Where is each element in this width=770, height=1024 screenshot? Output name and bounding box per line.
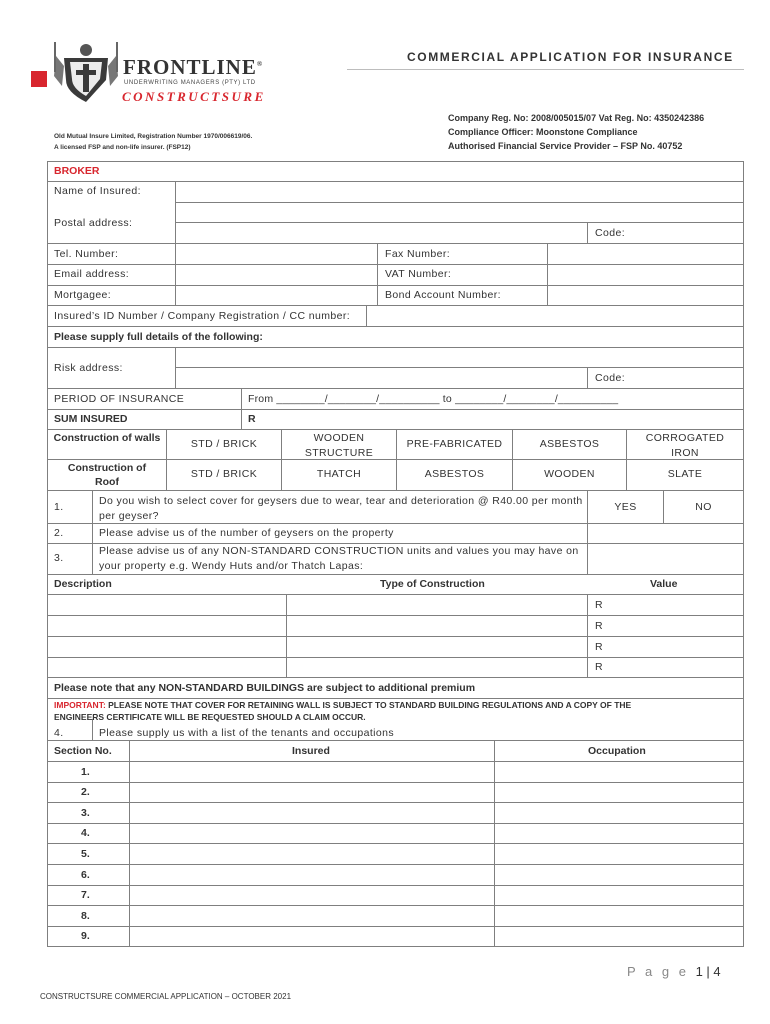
risk-code-label: Code:	[595, 372, 626, 384]
tenant-row-1: 1.	[81, 766, 90, 778]
id-number-label: Insured’s ID Number / Company Registration / CC number:	[54, 310, 351, 322]
vat-number-field[interactable]	[548, 265, 743, 285]
postal-code-field[interactable]	[630, 223, 743, 243]
email-field[interactable]	[176, 265, 377, 285]
period-of-insurance-label: PERIOD OF INSURANCE	[54, 393, 185, 405]
full-details-heading: Please supply full details of the following:	[54, 331, 263, 343]
nonstandard-description-header: Description	[54, 578, 112, 590]
bond-account-field[interactable]	[548, 286, 743, 305]
tel-number-label: Tel. Number:	[54, 248, 119, 260]
name-of-insured-field[interactable]	[176, 182, 743, 202]
risk-address-label: Risk address:	[54, 362, 123, 374]
walls-corrogated-iron[interactable]: CORROGATED IRON	[645, 432, 725, 459]
roof-std-brick[interactable]: STD / BRICK	[190, 468, 258, 480]
tenant-row-4: 4.	[81, 827, 90, 839]
question-3-number: 3.	[54, 552, 64, 564]
tenant-row-5: 5.	[81, 848, 90, 860]
important-notice: IMPORTANT: PLEASE NOTE THAT COVER FOR RETAINING WALL IS SUBJECT TO STANDARD BUILDING REGULATIONS AND A COPY OF THE	[54, 700, 632, 710]
roof-thatch[interactable]: THATCH	[316, 468, 362, 480]
fax-number-field[interactable]	[548, 244, 743, 264]
fsp-line: Authorised Financial Service Provider – FSP No. 40752	[448, 141, 683, 151]
tenant-row-8: 8.	[81, 910, 90, 922]
title-rule	[347, 69, 744, 70]
geyser-no-option[interactable]: NO	[695, 501, 712, 513]
mortgagee-field[interactable]	[176, 286, 377, 305]
broker-heading: BROKER	[54, 165, 100, 177]
name-of-insured-label: Name of Insured:	[54, 185, 141, 197]
nonstandard-value-header: Value	[650, 578, 678, 590]
sum-insured-label: SUM INSURED	[54, 413, 128, 425]
risk-code-field[interactable]	[630, 368, 743, 388]
compliance-officer-line: Compliance Officer: Moonstone Compliance	[448, 127, 638, 137]
walls-pre-fabricated[interactable]: PRE-FABRICATED	[406, 438, 503, 450]
nonstandard-value-r-4[interactable]: R	[595, 661, 603, 673]
tenants-insured-header: Insured	[292, 745, 330, 757]
tenants-section-header: Section No.	[54, 745, 112, 757]
question-2-text: Please advise us of the number of geysers on the property	[99, 527, 394, 539]
company-reg-line: Company Reg. No: 2008/005015/07 Vat Reg. No: 4350242386	[448, 113, 705, 123]
brand-subtitle: UNDERWRITING MANAGERS (PTY) LTD	[124, 80, 256, 86]
geyser-yes-option[interactable]: YES	[614, 501, 637, 513]
document-title: COMMERCIAL APPLICATION FOR INSURANCE	[407, 50, 734, 64]
sum-insured-r[interactable]: R	[248, 413, 256, 425]
geyser-count-field[interactable]	[588, 524, 743, 543]
walls-asbestos[interactable]: ASBESTOS	[539, 438, 600, 450]
nonstandard-value-r-1[interactable]: R	[595, 599, 603, 611]
important-notice-line-2: ENGINEERS CERTIFICATE WILL BE REQUESTED SHOULD A CLAIM OCCUR.	[54, 712, 366, 722]
risk-address-field[interactable]	[176, 348, 743, 367]
brand-red-square	[31, 71, 47, 87]
question-2-number: 2.	[54, 527, 64, 539]
postal-code-label: Code:	[595, 227, 626, 239]
roof-slate[interactable]: SLATE	[667, 468, 703, 480]
question-4-text: Please supply us with a list of the tenants and occupations	[99, 727, 395, 739]
email-label: Email address:	[54, 268, 130, 280]
roof-wooden[interactable]: WOODEN	[544, 468, 595, 480]
walls-std-brick[interactable]: STD / BRICK	[190, 438, 258, 450]
period-of-insurance-dates[interactable]: From ________/________/__________ to ________/________/__________	[248, 393, 619, 405]
walls-wooden-structure[interactable]: WOODEN STRUCTURE	[304, 432, 374, 459]
page-number: P a g e 1 | 4	[627, 964, 721, 979]
question-1-text: Do you wish to select cover for geysers due to wear, tear and deterioration @ R40.00 per month per geyser?	[99, 495, 583, 522]
fax-number-label: Fax Number:	[385, 248, 451, 260]
nonstandard-premium-note: Please note that any NON-STANDARD BUILDINGS are subject to additional premium	[54, 682, 476, 694]
postal-address-label: Postal address:	[54, 217, 133, 229]
tenant-row-3: 3.	[81, 807, 90, 819]
question-4-number: 4.	[54, 727, 64, 739]
bond-account-label: Bond Account Number:	[385, 289, 501, 301]
tenant-row-7: 7.	[81, 889, 90, 901]
roof-asbestos[interactable]: ASBESTOS	[424, 468, 485, 480]
postal-address-field[interactable]	[176, 203, 743, 222]
mortgagee-label: Mortgagee:	[54, 289, 112, 301]
tenant-row-6: 6.	[81, 869, 90, 881]
tenants-occupation-header: Occupation	[588, 745, 646, 757]
question-1-number: 1.	[54, 501, 64, 513]
document-reference: CONSTRUCTSURE COMMERCIAL APPLICATION – OCTOBER 2021	[40, 992, 292, 1001]
nonstandard-value-r-3[interactable]: R	[595, 641, 603, 653]
nonstandard-value-r-2[interactable]: R	[595, 620, 603, 632]
construction-roof-label: Construction of Roof	[67, 462, 147, 488]
insurer-line-1: Old Mutual Insure Limited, Registration Number 1970/006619/06.	[54, 133, 253, 140]
brand-name: FRONTLINE®	[123, 55, 264, 79]
tel-number-field[interactable]	[176, 244, 377, 264]
crest-logo-icon	[50, 36, 122, 108]
insurer-line-2: A licensed FSP and non-life insurer. (FSP12)	[54, 144, 191, 151]
question-3-text: Please advise us of any NON-STANDARD CONSTRUCTION units and values you may have on your property e.g. Wendy Huts and/or Thatch Lapas:	[99, 545, 579, 572]
brand-constructsure: CONSTRUCTSURE	[122, 89, 266, 104]
tenant-row-9: 9.	[81, 930, 90, 942]
tenant-row-2: 2.	[81, 786, 90, 798]
construction-walls-label: Construction of walls	[53, 432, 161, 444]
id-number-field[interactable]	[367, 306, 743, 326]
nonstandard-type-header: Type of Construction	[380, 578, 485, 590]
vat-number-label: VAT Number:	[385, 268, 452, 280]
